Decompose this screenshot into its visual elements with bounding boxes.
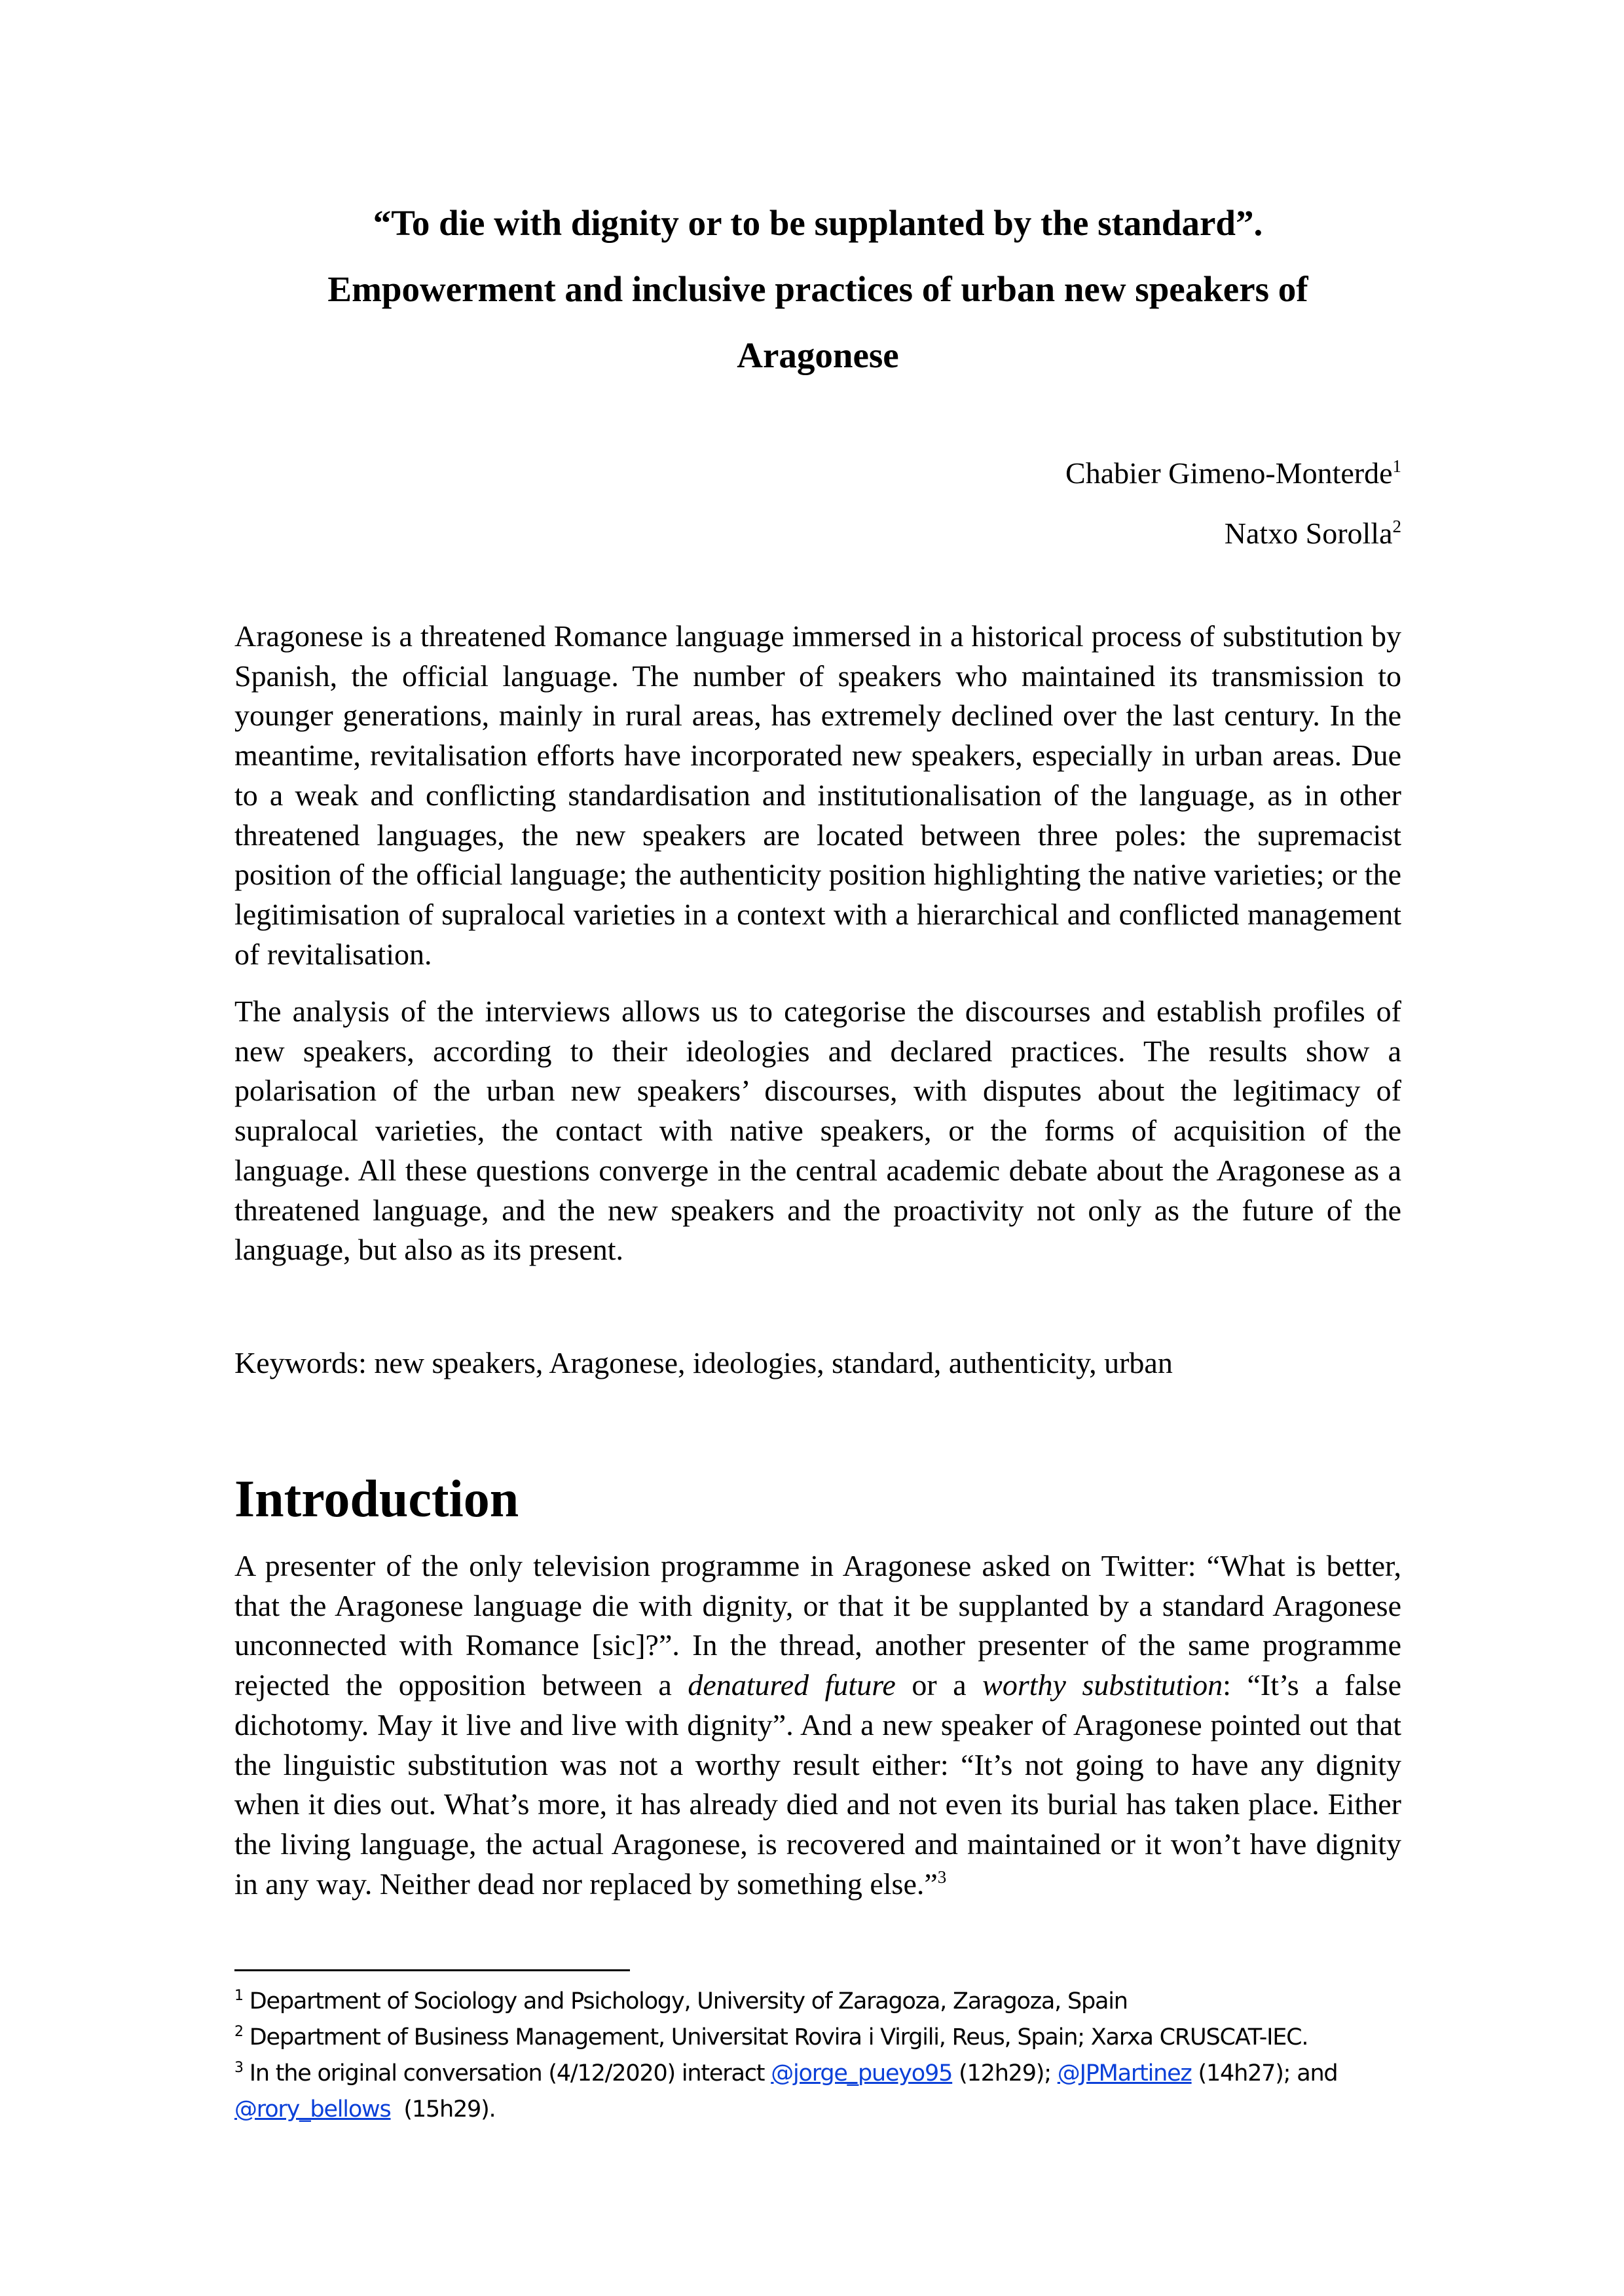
intro-text: A presenter of the only television programme in Aragonese asked on Twitter: “What is better, that the Aragonese language die with dignity, or that it be supplanted by a standard Aragonese unconnected with Romance [sic]?”. In the thread, another presenter of the same programme rejected the opposition between a (234, 1549, 1401, 1702)
author-name: Chabier Gimeno-Monterde (1065, 456, 1393, 490)
footnote-ref[interactable]: 1 (1392, 456, 1401, 476)
title-line-3: Aragonese (737, 335, 899, 375)
twitter-handle-link[interactable]: @jorge_pueyo95 (771, 2060, 953, 2086)
intro-text: or a (895, 1668, 983, 1702)
footnote-number: 3 (234, 2060, 243, 2076)
intro-italic-phrase: worthy substitution (982, 1668, 1223, 1702)
title-line-2: Empowerment and inclusive practices of urban new speakers of (327, 269, 1308, 309)
abstract-paragraph: Aragonese is a threatened Romance language immersed in a historical process of substitution by Spanish, the official language. The number of speakers who maintained its transmission to younger generations, mainly in rural areas, has extremely declined over the last century. In the meantime, revitalisation efforts have incorporated new speakers, especially in urban areas. Due to a weak and conflicting standardisation and institutionalisation of the language, as in other threatened languages, the new speakers are located between three poles: the supremacist position of the official language; the authenticity position highlighting the native varieties; or the legitimisation of supralocal varieties in a context with a hierarchical and conflicted management of revitalisation. (234, 619, 1401, 971)
author-name: Natxo Sorolla (1224, 517, 1393, 550)
footnote-text: Department of Business Management, Universitat Rovira i Virgili, Reus, Spain; Xarxa CRUSCAT-IEC. (242, 2024, 1308, 2050)
footnote-text: In the original conversation (4/12/2020) interact (242, 2060, 771, 2086)
introduction-paragraph (234, 1546, 1401, 1904)
footnotes (234, 1985, 1401, 2126)
footnote-text: (12h29); (952, 2060, 1058, 2086)
footnote-text: Department of Sociology and Psichology, University of Zaragoza, Zaragoza, Spain (242, 1988, 1128, 2014)
footnote (234, 2021, 1401, 2057)
paper-title (234, 190, 1401, 388)
intro-text: : “It’s a false dichotomy. May it live and live with dignity”. And a new speaker of Aragonese pointed out that the linguistic substitution was not a worthy result either: “It’s not going to have any dignity when it dies out. What’s more, it has already died and not even its burial has taken place. Either the living language, the actual Aragonese, is recovered and maintained or it won’t have dignity in any way. Neither dead nor replaced by something else.” (234, 1668, 1401, 1901)
intro-italic-phrase: denatured future (688, 1668, 896, 1702)
title-line-1: “To die with dignity or to be supplanted by the standard”. (373, 203, 1263, 243)
twitter-handle-link[interactable]: @JPMartinez (1057, 2060, 1192, 2086)
keywords: Keywords: new speakers, Aragonese, ideologies, standard, authenticity, urban (234, 1346, 1173, 1379)
footnote-separator (234, 1969, 630, 1971)
footnote (234, 1985, 1401, 2021)
footnote (234, 2057, 1401, 2126)
author-list (234, 445, 1401, 566)
author (234, 445, 1401, 505)
footnote-number: 1 (234, 1988, 243, 2004)
footnote-ref[interactable]: 2 (1392, 517, 1401, 536)
footnote-number: 2 (234, 2024, 243, 2040)
footnote-text: (14h27); and (1191, 2060, 1338, 2086)
footnote-text: (15h29). (390, 2096, 496, 2123)
section-heading-introduction: Introduction (234, 1470, 519, 1528)
twitter-handle-link[interactable]: @rory_bellows (234, 2096, 391, 2123)
author (234, 505, 1401, 566)
abstract-paragraph: The analysis of the interviews allows us to categorise the discourses and establish profiles of new speakers, according to their ideologies and declared practices. The results show a polarisation of the urban new speakers’ discourses, with disputes about the legitimacy of supralocal varieties, the contact with native speakers, or the forms of acquisition of the language. All these questions converge in the central academic debate about the Aragonese as a threatened language, and the new speakers and the proactivity not only as the future of the language, but also as its present. (234, 994, 1401, 1267)
footnote-ref[interactable]: 3 (937, 1867, 947, 1887)
